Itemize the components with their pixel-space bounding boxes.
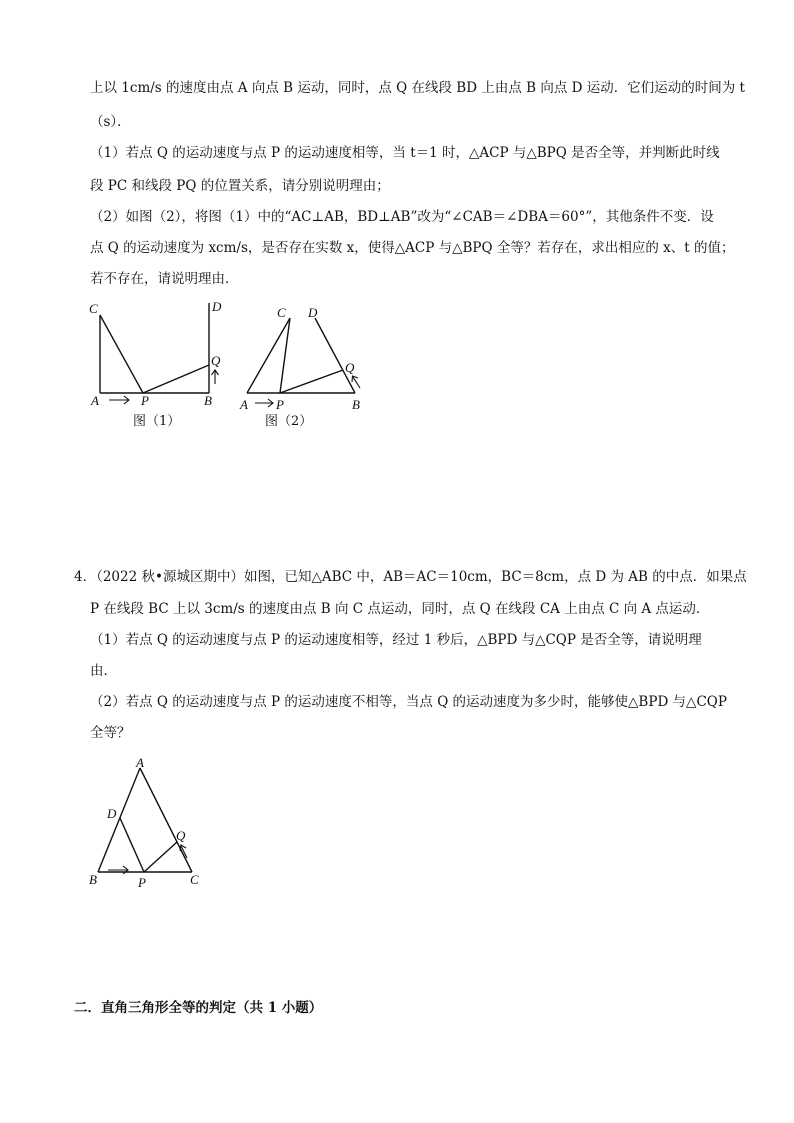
segment-dp [120, 818, 144, 872]
figure-2-caption: 图（2） [265, 414, 313, 429]
label-d: D [308, 305, 318, 320]
label-p: P [138, 875, 146, 890]
label-b: B [352, 397, 360, 412]
figure-2 [235, 298, 375, 418]
segment-ab [98, 768, 140, 872]
figure-problem-4 [80, 750, 220, 890]
p3-line-1: 上以 1cm/s 的速度由点 A 向点 B 运动，同时，点 Q 在线段 BD 上由点 B 向点 D 运动．它们运动的时间为 t [90, 80, 745, 96]
p4-line-4: 由． [90, 663, 117, 679]
figure-1-diagram [85, 295, 235, 415]
p4-line-5: （2）若点 Q 的运动速度与点 P 的运动速度不相等，当点 Q 的运动速度为多少时，能够使△BPD 与△CQP [90, 694, 727, 710]
label-d: D [212, 299, 222, 314]
label-a: A [240, 397, 248, 412]
label-p: P [276, 397, 284, 412]
label-c: C [89, 301, 98, 316]
p3-line-3: （1）若点 Q 的运动速度与点 P 的运动速度相等，当 t＝1 时，△ACP 与△BPQ 是否全等，并判断此时线 [90, 145, 720, 161]
figure-2-diagram [235, 298, 375, 418]
label-c: C [277, 305, 286, 320]
segment-cp [100, 315, 143, 393]
segment-pq [144, 842, 177, 872]
p4-line-1: 4．（2022 秋•源城区期中）如图，已知△ABC 中，AB＝AC＝10cm，BC＝8cm，点 D 为 AB 的中点．如果点 [74, 569, 747, 585]
p3-line-7: 若不存在，请说明理由． [90, 271, 239, 287]
label-d: D [107, 806, 117, 821]
p4-line-6: 全等？ [90, 725, 131, 741]
p4-line-2: P 在线段 BC 上以 3cm/s 的速度由点 B 向 C 点运动，同时，点 Q 在线段 CA 上由点 C 向 A 点运动． [90, 601, 710, 617]
segment-ac [140, 768, 192, 872]
label-a: A [91, 393, 99, 408]
p3-line-6: 点 Q 的运动速度为 xcm/s，是否存在实数 x，使得△ACP 与△BPQ 全等？若存在，求出相应的 x、t 的值； [90, 240, 735, 256]
label-q: Q [176, 828, 186, 843]
segment-pq [280, 370, 343, 393]
segment-bd [315, 318, 355, 393]
label-p: P [141, 393, 149, 408]
label-q: Q [211, 353, 221, 368]
label-c: C [190, 872, 199, 887]
p3-line-4: 段 PC 和线段 PQ 的位置关系，请分别说明理由； [90, 178, 390, 194]
figure-1 [85, 295, 235, 415]
figure-problem-4-diagram [80, 750, 220, 890]
p4-line-3: （1）若点 Q 的运动速度与点 P 的运动速度相等，经过 1 秒后，△BPD 与△CQP 是否全等，请说明理 [90, 632, 702, 648]
label-b: B [89, 872, 97, 887]
label-a: A [136, 755, 144, 770]
segment-ac [247, 318, 290, 393]
p3-line-5: （2）如图（2），将图（1）中的“AC⊥AB，BD⊥AB”改为“∠CAB＝∠DBA＝60°”，其他条件不变．设 [90, 209, 714, 225]
p3-line-2: （s）． [90, 114, 131, 130]
section-2-heading: 二．直角三角形全等的判定（共 1 小题） [74, 1000, 323, 1016]
label-q: Q [345, 360, 355, 375]
figure-1-caption: 图（1） [133, 414, 181, 429]
segment-cp [280, 318, 290, 393]
arrow-q [353, 377, 360, 388]
label-b: B [204, 393, 212, 408]
segment-pq [143, 365, 209, 393]
